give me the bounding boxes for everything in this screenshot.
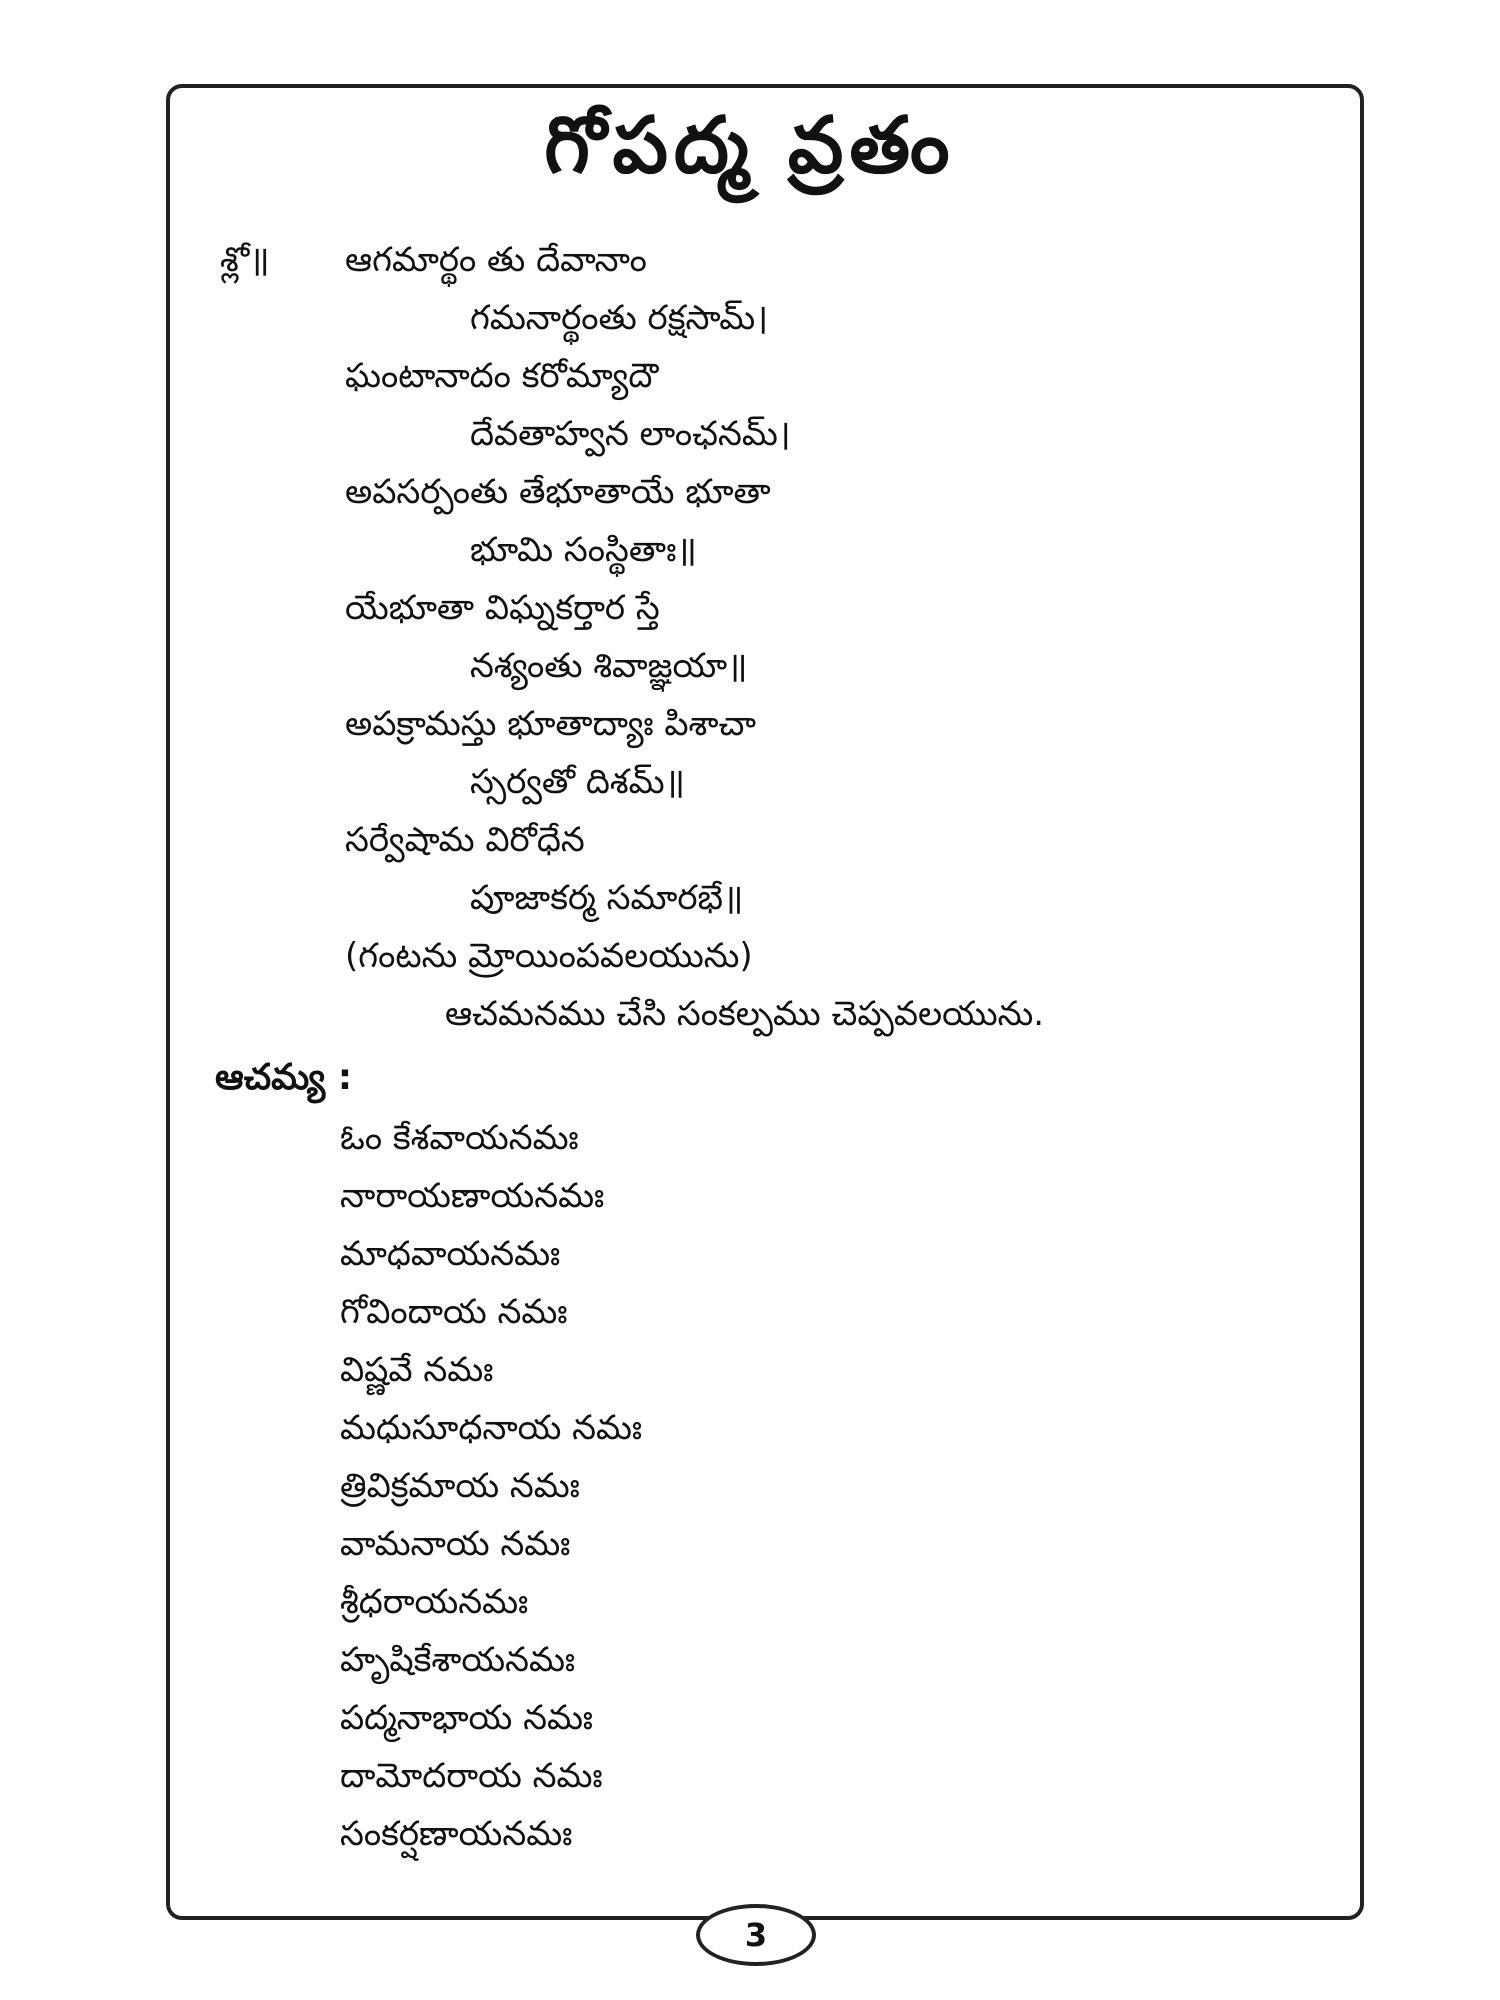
page-number: 3 [744,1916,768,1954]
shloka-line: స్సర్వతో దిశమ్॥ [470,762,685,802]
shloka-marker: శ్లో॥ [220,240,270,280]
instruction-line: ఆచమనము చేసి సంకల్పము చెప్పవలయును. [445,994,1045,1034]
shloka-line: నశ్యంతు శివాజ్ఞయా॥ [470,646,748,686]
achamya-line: నారాయణాయనమః [340,1176,605,1216]
page-number-badge [696,1904,816,1966]
shloka-line: పూజాకర్మ సమారభే॥ [470,878,744,918]
achamya-line: పద్మనాభాయ నమః [340,1698,593,1738]
achamya-line: హృషికేశాయనమః [340,1640,576,1680]
shloka-line: దేవతాహ్వన లాంఛనమ్। [470,414,791,454]
achamya-line: మాధవాయనమః [340,1234,561,1274]
achamya-line: విష్ణవే నమః [340,1350,494,1390]
shloka-line: అపసర్పంతు తేభూతాయే భూతా [345,472,771,512]
achamya-line: త్రివిక్రమాయ నమః [340,1466,580,1506]
achamya-line: మధుసూధనాయ నమః [340,1408,643,1448]
achamya-line: దామోదరాయ నమః [340,1756,603,1796]
shloka-line: యేభూతా విఘ్నకర్తార స్తే [345,588,660,628]
achamya-line: గోవిందాయ నమః [340,1292,568,1332]
achamya-heading: ఆచమ్య : [215,1057,353,1098]
instruction-line: (గంటను మ్రోయింపవలయును) [345,936,753,976]
achamya-line: శ్రీధరాయనమః [340,1582,529,1622]
shloka-line: భూమి సంస్థితాః॥ [470,530,697,570]
achamya-line: సంకర్షణాయనమః [340,1814,573,1854]
achamya-line: ఓం కేశవాయనమః [340,1118,579,1158]
shloka-line: ఆగమార్థం తు దేవానాం [345,240,647,280]
shloka-line: ఘంటానాదం కరోమ్యాదౌ [345,356,659,396]
shloka-line: గమనార్థంతు రక్షసామ్। [470,298,769,338]
shloka-line: అపక్రామస్తు భూతాద్యాః పిశాచా [345,704,757,744]
achamya-line: వామనాయ నమః [340,1524,571,1564]
shloka-line: సర్వేషామ విరోధేన [345,820,585,860]
page-title: గోపద్మ వ్రతం [544,101,956,191]
